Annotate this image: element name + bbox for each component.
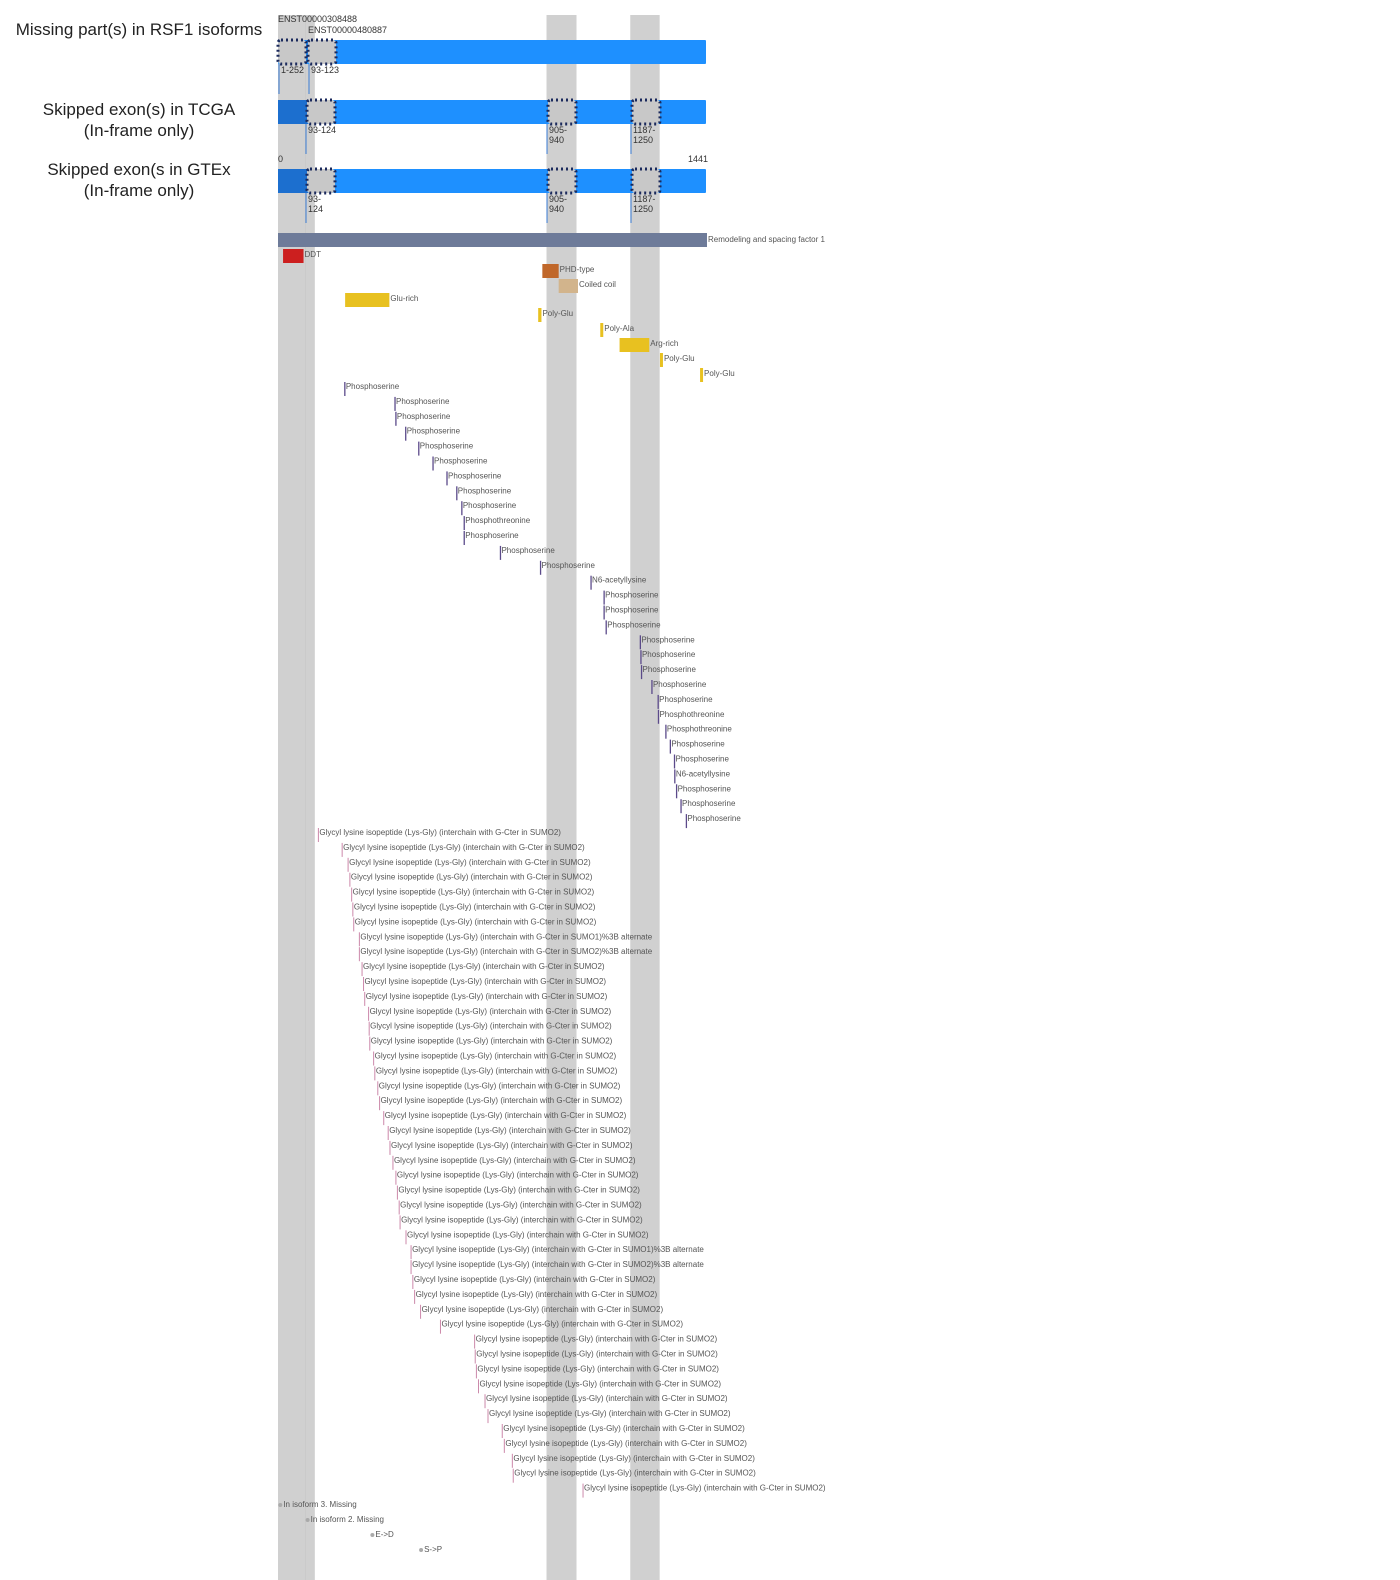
- crosslink-label: Glycyl lysine isopeptide (Lys-Gly) (interchain with G-Cter in SUMO2)%3B alternate: [412, 1260, 704, 1270]
- modified-residue-label: Phosphoserine: [345, 382, 400, 391]
- modified-residue-label: Phosphoserine: [641, 650, 696, 660]
- crosslink-label: Glycyl lysine isopeptide (Lys-Gly) (interchain with G-Cter in SUMO2): [365, 991, 608, 1001]
- crosslink-label: Glycyl lysine isopeptide (Lys-Gly) (interchain with G-Cter in SUMO2): [407, 1230, 649, 1240]
- crosslink-label: Glycyl lysine isopeptide (Lys-Gly) (interchain with G-Cter in SUMO2): [380, 1096, 623, 1106]
- region-box: [345, 293, 389, 307]
- crosslink-label: Glycyl lysine isopeptide (Lys-Gly) (interchain with G-Cter in SUMO2): [354, 917, 597, 927]
- region-box: [660, 353, 663, 367]
- modified-residue-label: Phosphoserine: [682, 799, 736, 809]
- crosslink-label: Glycyl lysine isopeptide (Lys-Gly) (interchain with G-Cter in SUMO2): [441, 1319, 684, 1329]
- domain-box: [542, 264, 558, 278]
- row-label-tcga-line-2: (In-frame only): [83, 121, 195, 140]
- skipped-exon-box: [632, 100, 660, 124]
- crosslink-label: Glycyl lysine isopeptide (Lys-Gly) (interchain with G-Cter in SUMO2): [374, 1051, 617, 1061]
- skipped-exon-label: 1187-: [633, 194, 656, 204]
- modified-residue-label: N6-acetyllysine: [592, 575, 647, 585]
- crosslink-label: Glycyl lysine isopeptide (Lys-Gly) (interchain with G-Cter in SUMO2): [369, 1006, 612, 1016]
- modified-residue-label: Phosphoserine: [541, 560, 595, 570]
- modified-residue-label: Phosphoserine: [642, 665, 696, 675]
- crosslink-label: Glycyl lysine isopeptide (Lys-Gly) (interchain with G-Cter in SUMO1)%3B alternate: [412, 1245, 704, 1255]
- domain-box: [283, 249, 303, 263]
- modified-residue-label: Phosphothreonine: [465, 516, 531, 526]
- domain-label: PHD-type: [559, 265, 595, 274]
- skipped-exon-label: 905-: [549, 194, 568, 204]
- modified-residue-label: Phosphoserine: [687, 814, 741, 824]
- region-label: Poly-Ala: [604, 324, 635, 333]
- variant-label: In isoform 3. Missing: [283, 1500, 357, 1509]
- skipped-exon-box: [632, 169, 660, 193]
- transcript-label: ENST00000480887: [308, 25, 388, 35]
- modified-residue-label: Phosphoserine: [659, 694, 713, 704]
- track-dark-segment: [278, 100, 308, 124]
- skipped-exon-label: 905-: [549, 125, 568, 135]
- skipped-exon-box: [548, 169, 576, 193]
- modified-residue-label: Phosphoserine: [605, 605, 659, 615]
- modified-residue-label: Phosphoserine: [671, 739, 725, 749]
- crosslink-label: Glycyl lysine isopeptide (Lys-Gly) (interchain with G-Cter in SUMO2): [415, 1289, 658, 1299]
- skipped-exon-label: 1187-: [633, 125, 656, 135]
- crosslink-label: Glycyl lysine isopeptide (Lys-Gly) (interchain with G-Cter in SUMO2): [353, 902, 596, 912]
- crosslink-label: Glycyl lysine isopeptide (Lys-Gly) (interchain with G-Cter in SUMO2): [514, 1468, 756, 1478]
- modified-residue-label: Phosphoserine: [448, 471, 502, 481]
- axis-end-label: 1441: [688, 154, 709, 164]
- missing-region-box: [308, 40, 336, 64]
- domain-label: DDT: [304, 250, 321, 259]
- modified-residue-label: Phosphoserine: [501, 545, 555, 555]
- region-label: Poly-Glu: [704, 369, 735, 378]
- modified-residue-label: Phosphoserine: [396, 396, 450, 406]
- row-label-isoforms-line-1: Missing part(s) in RSF1 isoforms: [15, 20, 263, 39]
- crosslink-label: Glycyl lysine isopeptide (Lys-Gly) (interchain with G-Cter in SUMO2): [479, 1379, 722, 1389]
- variant-dot: [278, 1503, 282, 1507]
- crosslink-label: Glycyl lysine isopeptide (Lys-Gly) (interchain with G-Cter in SUMO2): [352, 887, 595, 897]
- crosslink-label: Glycyl lysine isopeptide (Lys-Gly) (interchain with G-Cter in SUMO2): [475, 1334, 718, 1344]
- missing-region-label: 93-123: [311, 65, 340, 75]
- modified-residue-label: Phosphoserine: [462, 501, 517, 511]
- crosslink-label: Glycyl lysine isopeptide (Lys-Gly) (interchain with G-Cter in SUMO2)%3B alternate: [360, 947, 653, 957]
- crosslink-label: Glycyl lysine isopeptide (Lys-Gly) (interchain with G-Cter in SUMO2): [486, 1394, 728, 1404]
- highlight-column: [630, 15, 659, 1580]
- crosslink-label: Glycyl lysine isopeptide (Lys-Gly) (interchain with G-Cter in SUMO2): [370, 1021, 612, 1031]
- crosslink-label: Glycyl lysine isopeptide (Lys-Gly) (interchain with G-Cter in SUMO2): [343, 842, 585, 852]
- highlight-columns: [278, 15, 660, 1580]
- modified-residue-label: Phosphoserine: [675, 754, 729, 764]
- chain-label: Remodeling and spacing factor 1: [708, 235, 825, 244]
- modified-residue-label: Phosphoserine: [465, 531, 519, 540]
- crosslink-label: Glycyl lysine isopeptide (Lys-Gly) (interchain with G-Cter in SUMO1)%3B alternate: [360, 932, 653, 942]
- row-label-gtex-line-1: Skipped exon(s in GTEx: [47, 160, 231, 179]
- modified-residue-label: Phosphoserine: [641, 635, 695, 645]
- crosslink-label: Glycyl lysine isopeptide (Lys-Gly) (interchain with G-Cter in SUMO2): [378, 1081, 621, 1091]
- crosslink-label: Glycyl lysine isopeptide (Lys-Gly) (interchain with G-Cter in SUMO2): [413, 1275, 656, 1284]
- modified-residue-label: Phosphoserine: [396, 411, 451, 421]
- variant-dot: [306, 1518, 310, 1522]
- highlight-column: [547, 15, 577, 1580]
- crosslink-label: Glycyl lysine isopeptide (Lys-Gly) (interchain with G-Cter in SUMO2): [389, 1126, 631, 1135]
- crosslink-label: Glycyl lysine isopeptide (Lys-Gly) (interchain with G-Cter in SUMO2): [319, 828, 561, 837]
- axis-start-label: 0: [278, 154, 284, 164]
- crosslink-label: Glycyl lysine isopeptide (Lys-Gly) (interchain with G-Cter in SUMO2): [400, 1200, 642, 1210]
- variant-dot: [419, 1548, 423, 1552]
- missing-region-box: [278, 40, 306, 64]
- row-label-gtex-line-2: (In-frame only): [83, 181, 195, 200]
- region-label: Poly-Glu: [663, 354, 695, 363]
- track-dark-segment: [278, 169, 308, 193]
- region-box: [538, 308, 541, 322]
- skipped-exon-label: 93-124: [308, 125, 337, 135]
- modified-residue-label: N6-acetyllysine: [675, 769, 731, 779]
- skipped-exon-box: [307, 100, 335, 124]
- chain-bar: [278, 233, 707, 247]
- variant-label: E->D: [375, 1530, 394, 1539]
- region-box: [600, 323, 603, 337]
- skipped-exon-box: [548, 100, 576, 124]
- domain-label: Coiled coil: [578, 280, 616, 289]
- domain-box: [559, 279, 578, 293]
- crosslink-label: Glycyl lysine isopeptide (Lys-Gly) (interchain with G-Cter in SUMO2): [384, 1111, 627, 1121]
- modified-residue-label: Phosphothreonine: [659, 709, 725, 719]
- crosslink-label: Glycyl lysine isopeptide (Lys-Gly) (interchain with G-Cter in SUMO2): [396, 1170, 639, 1180]
- modified-residue-label: Phosphoserine: [677, 784, 731, 794]
- modified-residue-label: Phosphoserine: [605, 590, 659, 600]
- crosslink-label: Glycyl lysine isopeptide (Lys-Gly) (interchain with G-Cter in SUMO2): [393, 1155, 636, 1165]
- crosslink-label: Glycyl lysine isopeptide (Lys-Gly) (interchain with G-Cter in SUMO2): [370, 1036, 613, 1046]
- skipped-exon-label: 1250: [633, 135, 654, 145]
- variant-label: In isoform 2. Missing: [310, 1515, 384, 1524]
- skipped-exon-label: 940: [549, 135, 565, 145]
- variant-dot: [370, 1533, 374, 1537]
- skipped-exon-box: [307, 169, 335, 193]
- crosslink-label: Glycyl lysine isopeptide (Lys-Gly) (interchain with G-Cter in SUMO2): [350, 872, 593, 882]
- crosslink-label: Glycyl lysine isopeptide (Lys-Gly) (interchain with G-Cter in SUMO2): [584, 1483, 826, 1493]
- variant-label: S->P: [424, 1545, 443, 1554]
- crosslink-label: Glycyl lysine isopeptide (Lys-Gly) (interchain with G-Cter in SUMO2): [375, 1066, 618, 1076]
- skipped-exon-label: 1250: [633, 204, 654, 214]
- crosslink-label: Glycyl lysine isopeptide (Lys-Gly) (interchain with G-Cter in SUMO2): [398, 1185, 640, 1195]
- crosslink-label: Glycyl lysine isopeptide (Lys-Gly) (interchain with G-Cter in SUMO2): [476, 1349, 718, 1359]
- skipped-exon-label: 124: [308, 204, 324, 214]
- crosslink-label: Glycyl lysine isopeptide (Lys-Gly) (interchain with G-Cter in SUMO2): [363, 962, 605, 972]
- crosslink-label: Glycyl lysine isopeptide (Lys-Gly) (interchain with G-Cter in SUMO2): [477, 1364, 719, 1374]
- modified-residue-label: Phosphoserine: [406, 426, 461, 436]
- transcript-label: ENST00000308488: [278, 14, 358, 24]
- region-box: [700, 368, 703, 382]
- crosslink-label: Glycyl lysine isopeptide (Lys-Gly) (interchain with G-Cter in SUMO2): [364, 977, 607, 986]
- modified-residue-label: Phosphothreonine: [666, 724, 732, 734]
- modified-residue-label: Phosphoserine: [652, 680, 707, 689]
- region-label: Arg-rich: [650, 339, 679, 348]
- crosslink-label: Glycyl lysine isopeptide (Lys-Gly) (interchain with G-Cter in SUMO2): [513, 1453, 755, 1463]
- modified-residue-label: Phosphoserine: [457, 486, 512, 496]
- crosslink-label: Glycyl lysine isopeptide (Lys-Gly) (interchain with G-Cter in SUMO2): [349, 857, 591, 867]
- crosslink-label: Glycyl lysine isopeptide (Lys-Gly) (interchain with G-Cter in SUMO2): [401, 1215, 643, 1225]
- crosslink-label: Glycyl lysine isopeptide (Lys-Gly) (interchain with G-Cter in SUMO2): [505, 1438, 747, 1448]
- modified-residue-label: Phosphoserine: [434, 456, 488, 466]
- skipped-exon-label: 940: [549, 204, 565, 214]
- skipped-exon-label: 93-: [308, 194, 322, 204]
- crosslink-label: Glycyl lysine isopeptide (Lys-Gly) (interchain with G-Cter in SUMO2): [503, 1424, 745, 1433]
- region-label: Glu-rich: [390, 294, 419, 303]
- row-label-tcga-line-1: Skipped exon(s) in TCGA: [42, 100, 236, 119]
- crosslink-label: Glycyl lysine isopeptide (Lys-Gly) (interchain with G-Cter in SUMO2): [488, 1409, 731, 1419]
- missing-region-label: 1-252: [281, 65, 305, 75]
- protein-track-bar: [278, 40, 706, 64]
- crosslink-label: Glycyl lysine isopeptide (Lys-Gly) (interchain with G-Cter in SUMO2): [421, 1304, 664, 1314]
- modified-residue-label: Phosphoserine: [607, 620, 661, 630]
- modified-residue-label: Phosphoserine: [419, 441, 474, 451]
- region-label: Poly-Glu: [542, 309, 574, 318]
- region-box: [620, 338, 650, 352]
- crosslink-label: Glycyl lysine isopeptide (Lys-Gly) (interchain with G-Cter in SUMO2): [390, 1140, 633, 1150]
